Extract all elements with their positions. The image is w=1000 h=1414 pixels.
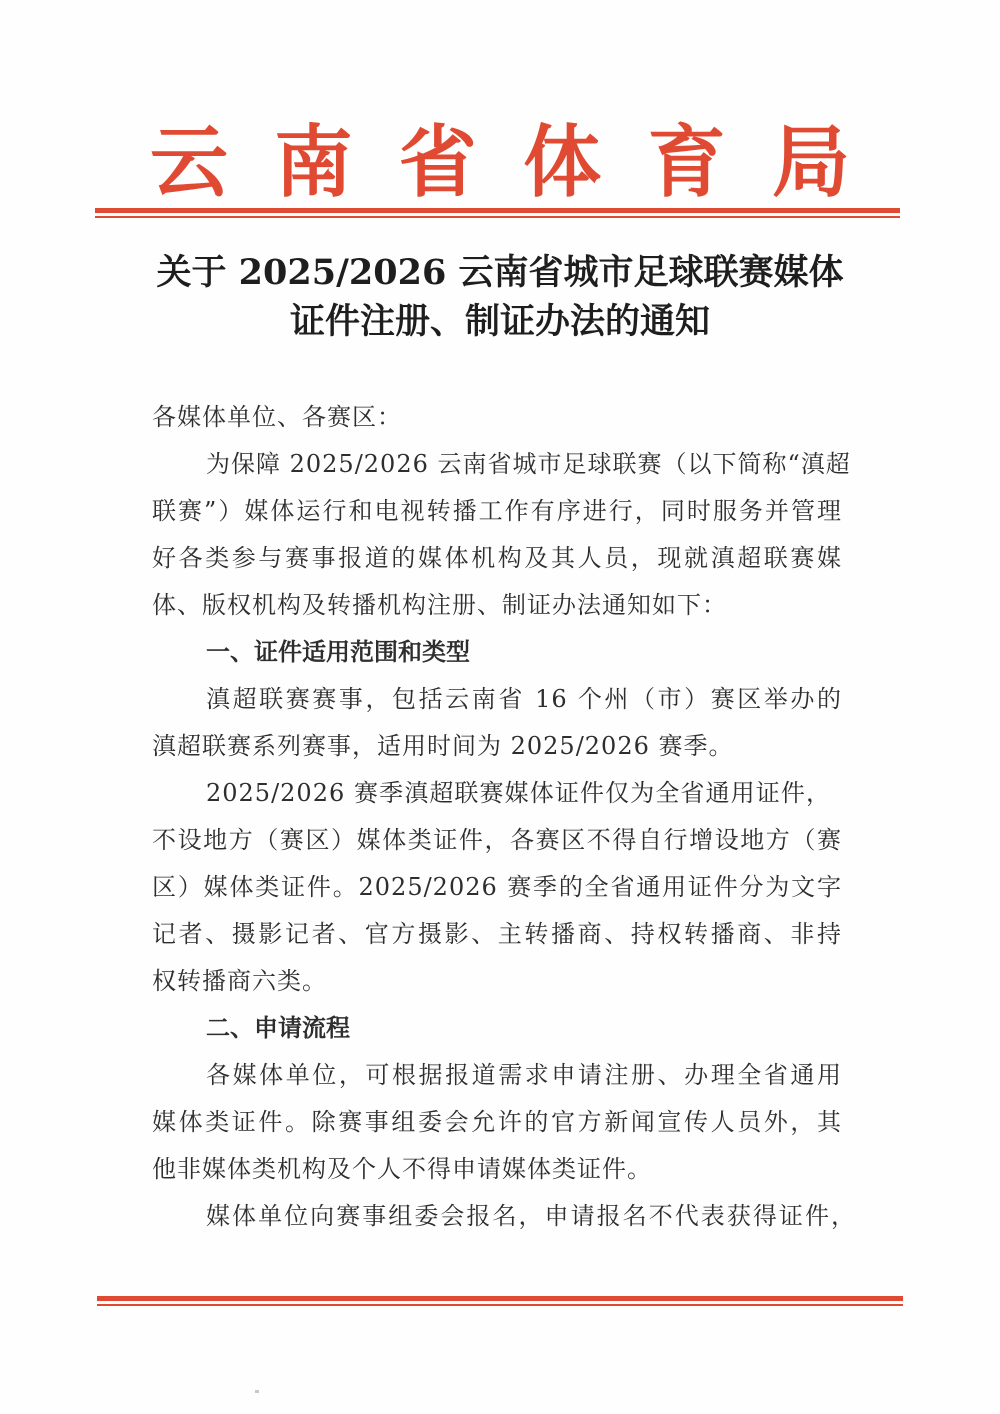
paragraph-line: 滇超联赛赛事，包括云南省 16 个州（市）赛区举办的 xyxy=(206,685,842,713)
paragraph-line: 好各类参与赛事报道的媒体机构及其人员，现就滇超联赛媒 xyxy=(152,544,842,572)
paragraph-line: 媒体类证件。除赛事组委会允许的官方新闻宣传人员外，其 xyxy=(152,1108,842,1136)
paragraph-line: 2025/2026 赛季滇超联赛媒体证件仅为全省通用证件， xyxy=(206,779,831,807)
scan-speck xyxy=(255,1390,259,1393)
letterhead xyxy=(150,118,850,208)
paragraph-line: 他非媒体类机构及个人不得申请媒体类证件。 xyxy=(152,1155,652,1183)
letterhead-char: 省 xyxy=(398,117,477,208)
paragraph-line: 滇超联赛系列赛事，适用时间为 2025/2026 赛季。 xyxy=(152,732,734,760)
paragraph-line: 记者、摄影记者、官方摄影、主转播商、持权转播商、非持 xyxy=(152,920,842,948)
paragraph-line: 不设地方（赛区）媒体类证件，各赛区不得自行增设地方（赛 xyxy=(152,826,842,854)
letterhead-char: 育 xyxy=(647,117,726,208)
letterhead-char: 云 xyxy=(150,117,229,208)
paragraph-line: 体、版权机构及转播机构注册、制证办法通知如下： xyxy=(152,591,727,619)
letterhead-char: 南 xyxy=(274,117,353,208)
document-title-line-2: 证件注册、制证办法的通知 xyxy=(289,301,710,342)
section-heading: 一、证件适用范围和类型 xyxy=(206,638,470,666)
section-heading: 二、申请流程 xyxy=(206,1014,350,1042)
paragraph-line: 各媒体单位，可根据报道需求申请注册、办理全省通用 xyxy=(206,1061,842,1089)
paragraph-line: 权转播商六类。 xyxy=(152,967,327,995)
document-title-line-1: 关于 2025/2026 云南省城市足球联赛媒体 xyxy=(156,252,844,293)
paragraph-line: 区）媒体类证件。2025/2026 赛季的全省通用证件分为文字 xyxy=(152,873,842,901)
letterhead-char: 体 xyxy=(523,117,602,208)
paragraph-line: 为保障 2025/2026 云南省城市足球联赛（以下简称“滇超 xyxy=(206,450,851,478)
footer-divider xyxy=(97,1296,903,1306)
letterhead-char: 局 xyxy=(771,117,850,208)
header-divider xyxy=(95,208,900,218)
paragraph-line: 联赛”）媒体运行和电视转播工作有序进行，同时服务并管理 xyxy=(152,497,842,525)
paragraph-line: 媒体单位向赛事组委会报名，申请报名不代表获得证件， xyxy=(206,1202,856,1230)
salutation: 各媒体单位、各赛区： xyxy=(152,403,402,431)
